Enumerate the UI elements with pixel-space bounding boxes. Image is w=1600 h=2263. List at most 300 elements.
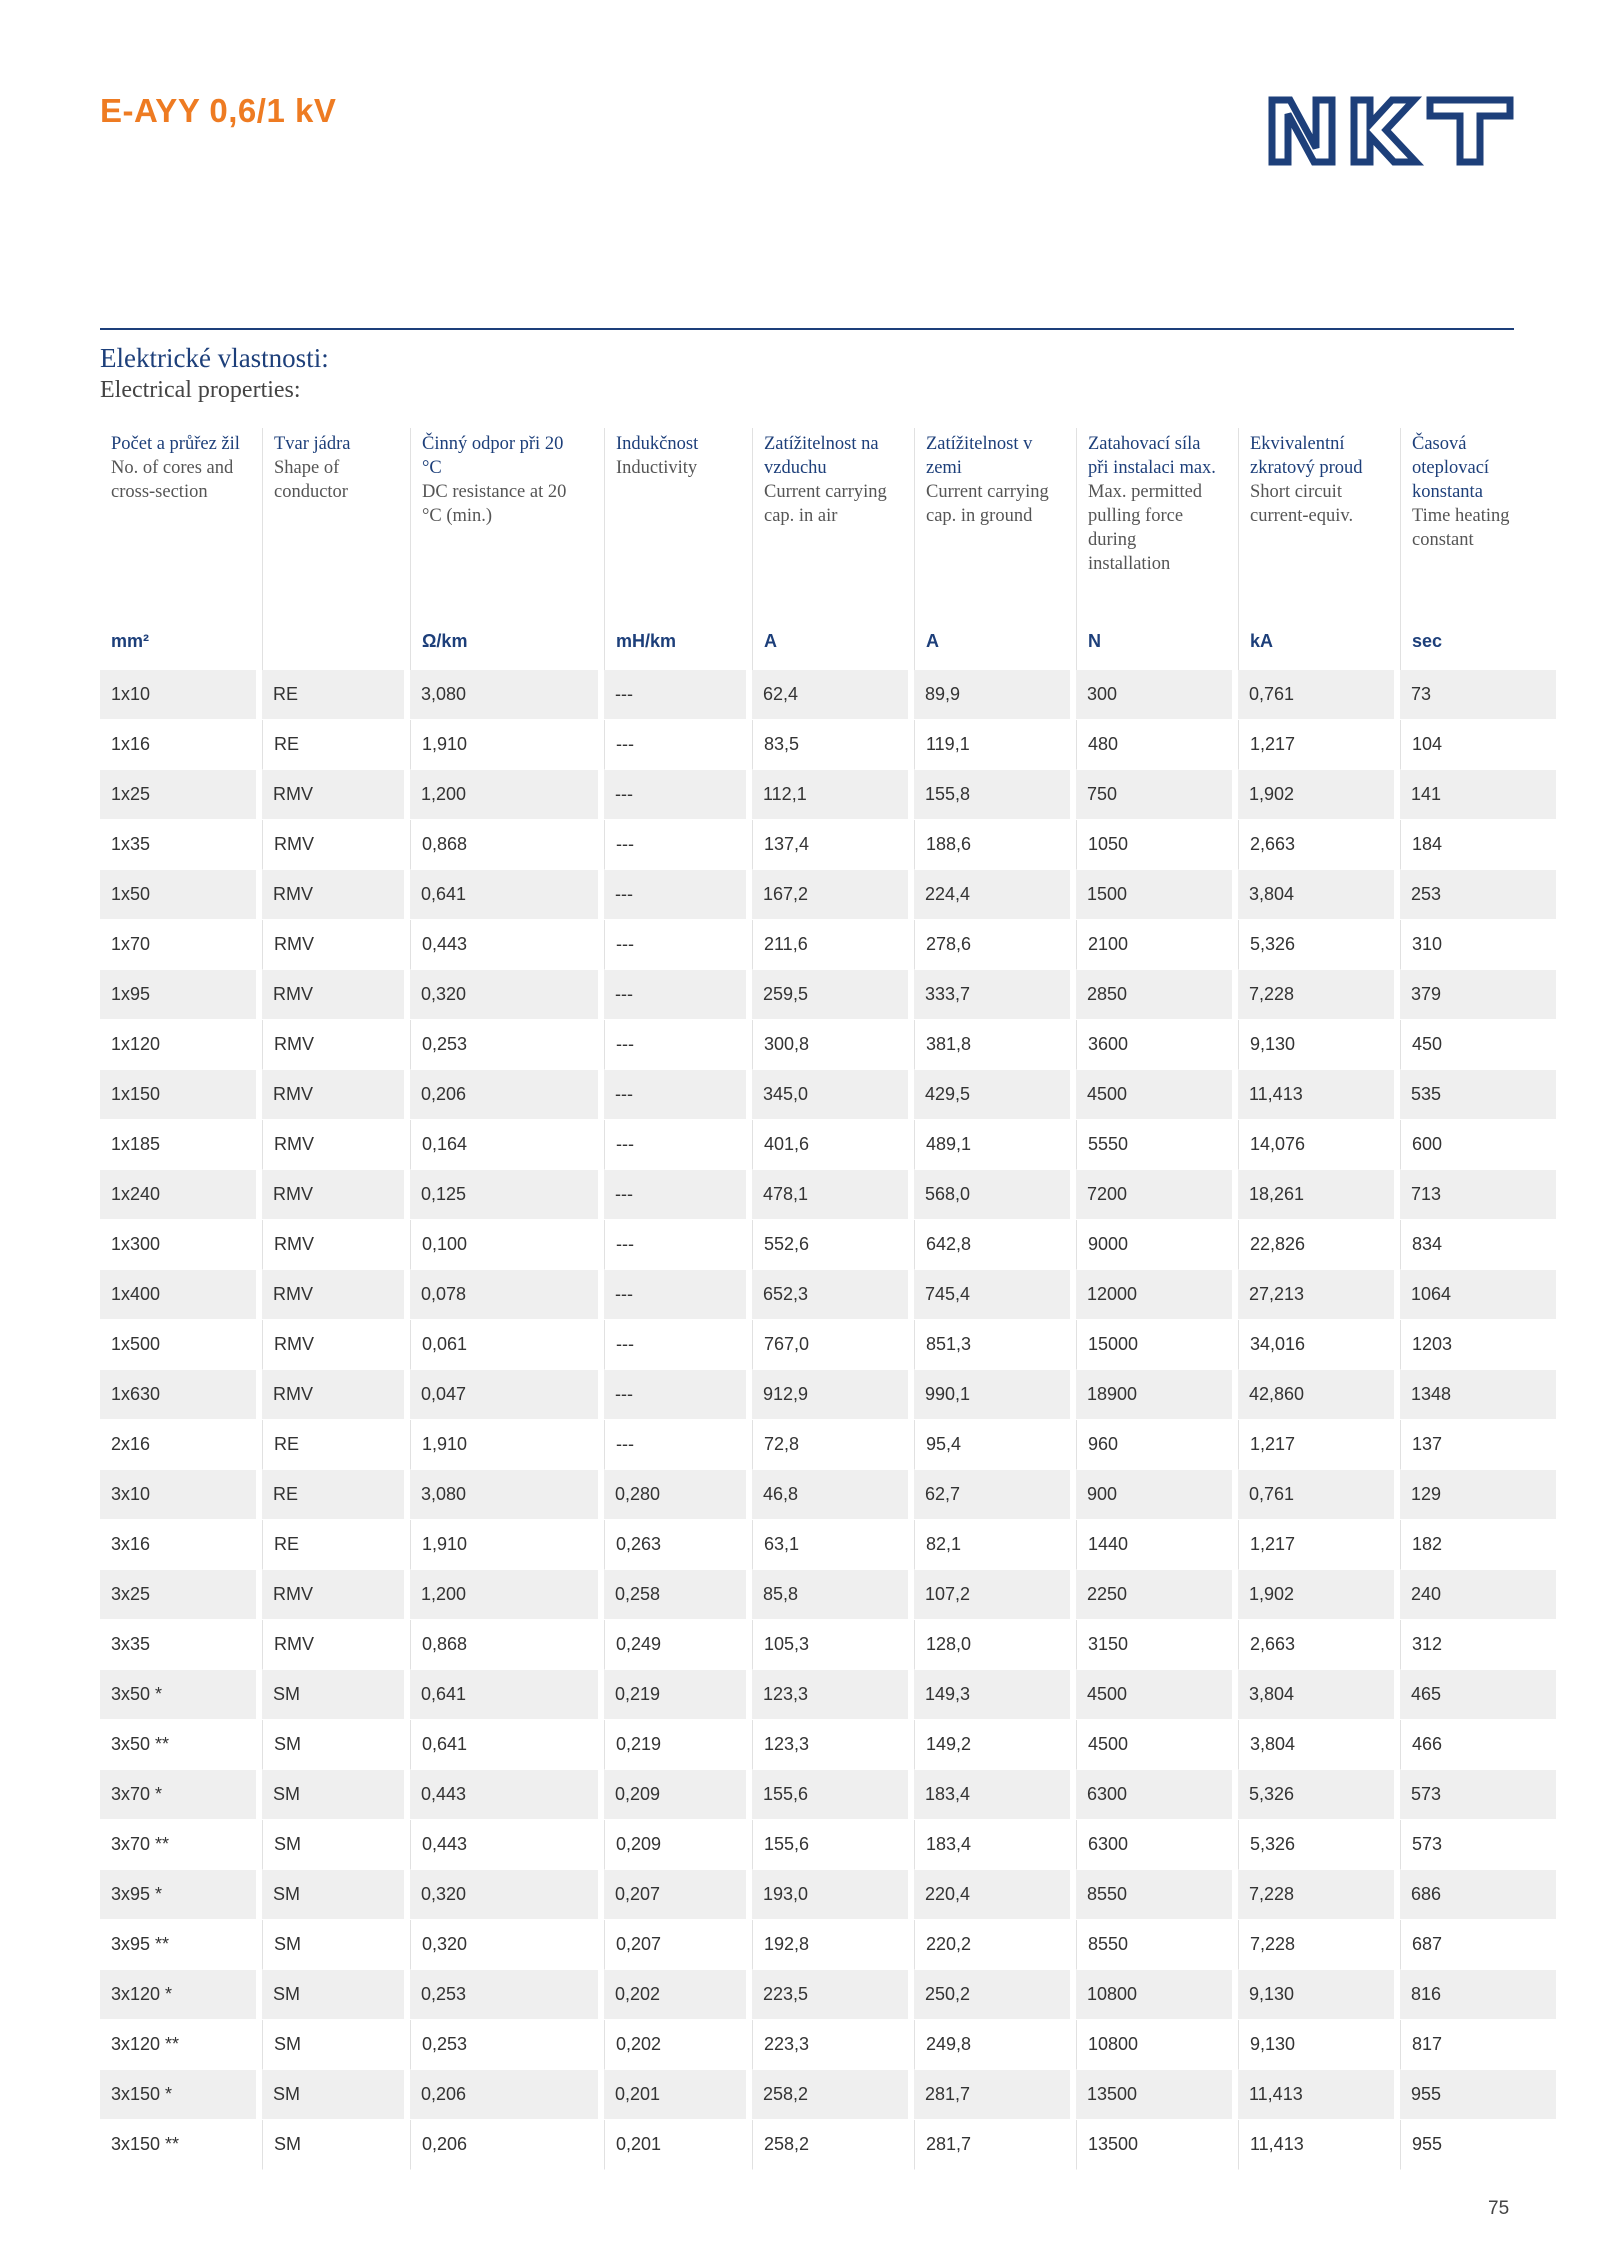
table-cell: 14,076 [1238, 1120, 1394, 1170]
table-cell: 300 [1076, 670, 1232, 720]
table-cell: 379 [1400, 970, 1556, 1020]
table-cell: 4500 [1076, 1070, 1232, 1120]
table-row [100, 1070, 1556, 1120]
table-cell: 1x300 [100, 1220, 256, 1270]
table-cell: 3x150 * [100, 2070, 256, 2120]
table-cell: 3x70 ** [100, 1820, 256, 1870]
table-row [100, 1520, 1556, 1570]
table-cell: 960 [1076, 1420, 1232, 1470]
col-header-short-circuit: Ekvivalentní zkratový proud Short circuit current-equiv. [1238, 428, 1394, 612]
table-cell: 1,200 [410, 770, 598, 820]
table-cell: SM [262, 1720, 404, 1770]
table-cell: --- [604, 770, 746, 820]
table-cell: 9,130 [1238, 1020, 1394, 1070]
table-cell: 0,761 [1238, 670, 1394, 720]
table-cell: 278,6 [914, 920, 1070, 970]
unit-cell: A [914, 612, 1070, 670]
table-cell: 1,910 [410, 720, 598, 770]
table-cell: 0,047 [410, 1370, 598, 1420]
table-cell: 3,804 [1238, 1670, 1394, 1720]
table-cell: 182 [1400, 1520, 1556, 1570]
table-cell: 312 [1400, 1620, 1556, 1670]
electrical-properties-table [94, 428, 1562, 2170]
table-row [100, 920, 1556, 970]
header-row [100, 428, 1556, 612]
table-cell: 3x16 [100, 1520, 256, 1570]
table-cell: RE [262, 1420, 404, 1470]
table-cell: 900 [1076, 1470, 1232, 1520]
table-cell: 167,2 [752, 870, 908, 920]
table-cell: 89,9 [914, 670, 1070, 720]
table-cell: 10800 [1076, 1970, 1232, 2020]
table-row [100, 1970, 1556, 2020]
table-cell: 85,8 [752, 1570, 908, 1620]
table-cell: 104 [1400, 720, 1556, 770]
table-cell: 9,130 [1238, 1970, 1394, 2020]
table-cell: 0,253 [410, 1970, 598, 2020]
table-cell: 220,4 [914, 1870, 1070, 1920]
table-cell: 1x150 [100, 1070, 256, 1120]
table-cell: 1,217 [1238, 1520, 1394, 1570]
table-row [100, 1220, 1556, 1270]
col-header-inductivity: Indukčnost Inductivity [604, 428, 746, 612]
table-cell: 0,249 [604, 1620, 746, 1670]
table-cell: --- [604, 1320, 746, 1370]
table-cell: 63,1 [752, 1520, 908, 1570]
table-cell: 8550 [1076, 1920, 1232, 1970]
table-cell: 5550 [1076, 1120, 1232, 1170]
table-cell: 687 [1400, 1920, 1556, 1970]
table-row [100, 1770, 1556, 1820]
table-cell: 6300 [1076, 1820, 1232, 1870]
table-cell: 5,326 [1238, 920, 1394, 970]
table-cell: 955 [1400, 2070, 1556, 2120]
table-cell: 0,219 [604, 1720, 746, 1770]
table-row [100, 670, 1556, 720]
table-cell: 3x120 * [100, 1970, 256, 2020]
table-cell: --- [604, 1070, 746, 1120]
table-cell: 0,201 [604, 2070, 746, 2120]
table-cell: 0,061 [410, 1320, 598, 1370]
table-cell: 3x95 ** [100, 1920, 256, 1970]
table-cell: 1x240 [100, 1170, 256, 1220]
table-cell: RMV [262, 1220, 404, 1270]
table-cell: --- [604, 920, 746, 970]
table-cell: 0,263 [604, 1520, 746, 1570]
table-cell: 119,1 [914, 720, 1070, 770]
table-cell: 834 [1400, 1220, 1556, 1270]
table-cell: 192,8 [752, 1920, 908, 1970]
table-cell: 253 [1400, 870, 1556, 920]
table-cell: 3x150 ** [100, 2120, 256, 2170]
table-cell: 0,253 [410, 2020, 598, 2070]
table-cell: 240 [1400, 1570, 1556, 1620]
table-cell: 1x35 [100, 820, 256, 870]
table-cell: 224,4 [914, 870, 1070, 920]
table-cell: 13500 [1076, 2070, 1232, 2120]
table-cell: 0,253 [410, 1020, 598, 1070]
header-divider [100, 328, 1514, 330]
table-cell: 912,9 [752, 1370, 908, 1420]
table-cell: 767,0 [752, 1320, 908, 1370]
table-cell: 4500 [1076, 1670, 1232, 1720]
table-cell: --- [604, 1370, 746, 1420]
table-cell: 2850 [1076, 970, 1232, 1020]
table-row [100, 770, 1556, 820]
table-cell: 62,7 [914, 1470, 1070, 1520]
table-cell: 4500 [1076, 1720, 1232, 1770]
table-row [100, 1470, 1556, 1520]
table-cell: SM [262, 1820, 404, 1870]
table-cell: 686 [1400, 1870, 1556, 1920]
table-cell: 0,078 [410, 1270, 598, 1320]
table-cell: 220,2 [914, 1920, 1070, 1970]
table-cell: 0,206 [410, 2120, 598, 2170]
table-cell: RE [262, 720, 404, 770]
table-cell: 478,1 [752, 1170, 908, 1220]
col-header-capacity-air: Zatížitelnost na vzduchu Current carrying cap. in air [752, 428, 908, 612]
table-row [100, 1920, 1556, 1970]
table-cell: 1x70 [100, 920, 256, 970]
table-cell: SM [262, 1670, 404, 1720]
table-cell: SM [262, 2120, 404, 2170]
table-cell: 1064 [1400, 1270, 1556, 1320]
table-cell: 0,202 [604, 2020, 746, 2070]
table-cell: 652,3 [752, 1270, 908, 1320]
table-cell: SM [262, 2070, 404, 2120]
table-row [100, 2070, 1556, 2120]
section-title-en: Electrical properties: [100, 377, 301, 403]
table-cell: 73 [1400, 670, 1556, 720]
table-cell: 3x25 [100, 1570, 256, 1620]
table-cell: 1,200 [410, 1570, 598, 1620]
table-cell: --- [604, 1270, 746, 1320]
table-cell: 0,641 [410, 1670, 598, 1720]
table-cell: 2100 [1076, 920, 1232, 970]
table-cell: 3x35 [100, 1620, 256, 1670]
table-cell: 281,7 [914, 2070, 1070, 2120]
table-row [100, 1870, 1556, 1920]
table-cell: 300,8 [752, 1020, 908, 1070]
table-cell: 183,4 [914, 1820, 1070, 1870]
table-cell: RE [262, 670, 404, 720]
table-cell: 1x120 [100, 1020, 256, 1070]
table-cell: 0,641 [410, 1720, 598, 1770]
table-cell: 429,5 [914, 1070, 1070, 1120]
table-cell: 573 [1400, 1820, 1556, 1870]
table-cell: 0,641 [410, 870, 598, 920]
table-row [100, 820, 1556, 870]
table-cell: 141 [1400, 770, 1556, 820]
table-cell: 0,207 [604, 1870, 746, 1920]
table-cell: 3x10 [100, 1470, 256, 1520]
table-cell: 0,443 [410, 1770, 598, 1820]
table-cell: 0,219 [604, 1670, 746, 1720]
table-cell: 258,2 [752, 2070, 908, 2120]
table-cell: 817 [1400, 2020, 1556, 2070]
table-cell: 713 [1400, 1170, 1556, 1220]
table-cell: 82,1 [914, 1520, 1070, 1570]
table-cell: 2,663 [1238, 820, 1394, 870]
table-cell: 3,804 [1238, 870, 1394, 920]
table-cell: 552,6 [752, 1220, 908, 1270]
table-cell: --- [604, 670, 746, 720]
table-cell: SM [262, 2020, 404, 2070]
unit-cell: sec [1400, 612, 1556, 670]
table-cell: 466 [1400, 1720, 1556, 1770]
table-cell: 3150 [1076, 1620, 1232, 1670]
table-cell: 5,326 [1238, 1820, 1394, 1870]
table-cell: 0,201 [604, 2120, 746, 2170]
section-title-cz: Elektrické vlastnosti: [100, 343, 329, 373]
table-cell: 18900 [1076, 1370, 1232, 1420]
table-row [100, 970, 1556, 1020]
table-cell: --- [604, 1220, 746, 1270]
table-row [100, 1720, 1556, 1770]
table-row [100, 1570, 1556, 1620]
table-cell: RE [262, 1470, 404, 1520]
table-cell: 1x95 [100, 970, 256, 1020]
table-cell: --- [604, 870, 746, 920]
table-cell: 1x630 [100, 1370, 256, 1420]
table-cell: 137,4 [752, 820, 908, 870]
table-cell: 0,209 [604, 1820, 746, 1870]
table-cell: 816 [1400, 1970, 1556, 2020]
table-cell: 11,413 [1238, 1070, 1394, 1120]
table-cell: --- [604, 1420, 746, 1470]
table-cell: 42,860 [1238, 1370, 1394, 1420]
table-cell: 0,125 [410, 1170, 598, 1220]
table-cell: 3600 [1076, 1020, 1232, 1070]
table-cell: RMV [262, 1120, 404, 1170]
table-cell: 10800 [1076, 2020, 1232, 2070]
table-cell: RMV [262, 1020, 404, 1070]
table-cell: 0,280 [604, 1470, 746, 1520]
table-cell: --- [604, 820, 746, 870]
table-cell: 7,228 [1238, 1920, 1394, 1970]
table-cell: 0,320 [410, 1920, 598, 1970]
table-cell: 105,3 [752, 1620, 908, 1670]
table-cell: 0,100 [410, 1220, 598, 1270]
table-cell: 223,5 [752, 1970, 908, 2020]
table-cell: RMV [262, 1570, 404, 1620]
table-cell: 183,4 [914, 1770, 1070, 1820]
table-cell: 851,3 [914, 1320, 1070, 1370]
table-cell: 258,2 [752, 2120, 908, 2170]
table-cell: RMV [262, 1370, 404, 1420]
table-cell: 0,320 [410, 1870, 598, 1920]
table-cell: --- [604, 1170, 746, 1220]
table-cell: RMV [262, 920, 404, 970]
document-title: E-AYY 0,6/1 kV [100, 92, 337, 129]
table-cell: 1050 [1076, 820, 1232, 870]
table-cell: 1203 [1400, 1320, 1556, 1370]
table-cell: 3x50 ** [100, 1720, 256, 1770]
table-row [100, 1670, 1556, 1720]
table-cell: 250,2 [914, 1970, 1070, 2020]
table-cell: 333,7 [914, 970, 1070, 1020]
table-cell: 3x70 * [100, 1770, 256, 1820]
table-cell: 0,164 [410, 1120, 598, 1170]
table-cell: 381,8 [914, 1020, 1070, 1070]
table-cell: 0,206 [410, 2070, 598, 2120]
table-cell: 281,7 [914, 2120, 1070, 2170]
table-cell: 13500 [1076, 2120, 1232, 2170]
table-cell: 0,868 [410, 1620, 598, 1670]
unit-cell: A [752, 612, 908, 670]
table-row [100, 1120, 1556, 1170]
table-cell: 3,804 [1238, 1720, 1394, 1770]
table-cell: 12000 [1076, 1270, 1232, 1320]
table-cell: 1,217 [1238, 720, 1394, 770]
table-row [100, 2120, 1556, 2170]
table-row [100, 1170, 1556, 1220]
table-cell: 535 [1400, 1070, 1556, 1120]
table-cell: 249,8 [914, 2020, 1070, 2070]
table-cell: 128,0 [914, 1620, 1070, 1670]
table-cell: 1x16 [100, 720, 256, 770]
table-cell: 990,1 [914, 1370, 1070, 1420]
table-cell: 1440 [1076, 1520, 1232, 1570]
table-cell: 11,413 [1238, 2070, 1394, 2120]
table-cell: 745,4 [914, 1270, 1070, 1320]
unit-cell: Ω/km [410, 612, 598, 670]
table-cell: RMV [262, 1620, 404, 1670]
col-header-time-constant: Časová oteplovací konstanta Time heating constant [1400, 428, 1556, 612]
table-body [100, 670, 1556, 2170]
table-cell: 600 [1400, 1120, 1556, 1170]
table-cell: 642,8 [914, 1220, 1070, 1270]
table-cell: 450 [1400, 1020, 1556, 1070]
table-cell: 6300 [1076, 1770, 1232, 1820]
table-cell: RMV [262, 770, 404, 820]
table-cell: 1500 [1076, 870, 1232, 920]
col-header-cores: Počet a průřez žil No. of cores and cross-section [111, 434, 240, 502]
table-cell: 0,443 [410, 1820, 598, 1870]
nkt-logo [1268, 96, 1514, 166]
table-cell: 1x400 [100, 1270, 256, 1320]
table-cell: SM [262, 1920, 404, 1970]
table-cell: RMV [262, 820, 404, 870]
table-cell: 11,413 [1238, 2120, 1394, 2170]
unit-cell [262, 612, 404, 670]
table-cell: RMV [262, 870, 404, 920]
table-cell: 18,261 [1238, 1170, 1394, 1220]
table-cell: 1,910 [410, 1420, 598, 1470]
table-row [100, 1320, 1556, 1370]
table-cell: 401,6 [752, 1120, 908, 1170]
table-cell: 7,228 [1238, 1870, 1394, 1920]
unit-cell: mH/km [604, 612, 746, 670]
table-cell: 137 [1400, 1420, 1556, 1470]
col-header-pulling-force: Zatahovací síla při instalaci max. Max. permitted pulling force during installation [1076, 428, 1232, 612]
table-cell: 62,4 [752, 670, 908, 720]
table-cell: 149,2 [914, 1720, 1070, 1770]
table-row [100, 1620, 1556, 1670]
col-header-capacity-ground: Zatížitelnost v zemi Current carrying cap. in ground [914, 428, 1070, 612]
unit-cell: kA [1238, 612, 1394, 670]
table-cell: 259,5 [752, 970, 908, 1020]
table-cell: 1x10 [100, 670, 256, 720]
table-cell: 155,8 [914, 770, 1070, 820]
table-cell: 310 [1400, 920, 1556, 970]
table-cell: 750 [1076, 770, 1232, 820]
table-cell: 1x500 [100, 1320, 256, 1370]
table-cell: 188,6 [914, 820, 1070, 870]
table-cell: 123,3 [752, 1670, 908, 1720]
table-cell: 223,3 [752, 2020, 908, 2070]
table-cell: RMV [262, 1170, 404, 1220]
table-row [100, 1420, 1556, 1470]
table-cell: 8550 [1076, 1870, 1232, 1920]
table-row [100, 1270, 1556, 1320]
table-cell: 480 [1076, 720, 1232, 770]
table-cell: 211,6 [752, 920, 908, 970]
table-row [100, 870, 1556, 920]
unit-row [100, 612, 1556, 670]
table-cell: 955 [1400, 2120, 1556, 2170]
table-cell: 1x185 [100, 1120, 256, 1170]
table-cell: 0,209 [604, 1770, 746, 1820]
table-cell: RMV [262, 1270, 404, 1320]
table-cell: 22,826 [1238, 1220, 1394, 1270]
table-cell: 27,213 [1238, 1270, 1394, 1320]
table-cell: 193,0 [752, 1870, 908, 1920]
table-cell: 2,663 [1238, 1620, 1394, 1670]
table-cell: 95,4 [914, 1420, 1070, 1470]
table-cell: SM [262, 1770, 404, 1820]
table-cell: 0,320 [410, 970, 598, 1020]
table-cell: 0,443 [410, 920, 598, 970]
table-cell: 573 [1400, 1770, 1556, 1820]
table-cell: 123,3 [752, 1720, 908, 1770]
table-cell: 107,2 [914, 1570, 1070, 1620]
table-cell: 1,902 [1238, 770, 1394, 820]
table-cell: 489,1 [914, 1120, 1070, 1170]
table-cell: 1348 [1400, 1370, 1556, 1420]
table-cell: 0,206 [410, 1070, 598, 1120]
table-cell: 129 [1400, 1470, 1556, 1520]
table-cell: 149,3 [914, 1670, 1070, 1720]
table-cell: 155,6 [752, 1770, 908, 1820]
table-cell: 2250 [1076, 1570, 1232, 1620]
table-cell: 345,0 [752, 1070, 908, 1120]
table-cell: RMV [262, 1070, 404, 1120]
table-cell: --- [604, 970, 746, 1020]
table-cell: 0,761 [1238, 1470, 1394, 1520]
table-cell: RMV [262, 970, 404, 1020]
table-cell: 1x50 [100, 870, 256, 920]
table-cell: 2x16 [100, 1420, 256, 1470]
table-cell: SM [262, 1970, 404, 2020]
table-cell: 155,6 [752, 1820, 908, 1870]
table-cell: 3,080 [410, 1470, 598, 1520]
table-cell: 184 [1400, 820, 1556, 870]
unit-cell: mm² [111, 630, 150, 651]
table-cell: 3x50 * [100, 1670, 256, 1720]
table-cell: 1,217 [1238, 1420, 1394, 1470]
table-row [100, 2020, 1556, 2070]
table-cell: 46,8 [752, 1470, 908, 1520]
table-cell: 34,016 [1238, 1320, 1394, 1370]
table-cell: 1,910 [410, 1520, 598, 1570]
table-cell: RE [262, 1520, 404, 1570]
table-cell: 112,1 [752, 770, 908, 820]
table-row [100, 1820, 1556, 1870]
table-cell: 0,202 [604, 1970, 746, 2020]
unit-cell: N [1076, 612, 1232, 670]
table-cell: 9,130 [1238, 2020, 1394, 2070]
